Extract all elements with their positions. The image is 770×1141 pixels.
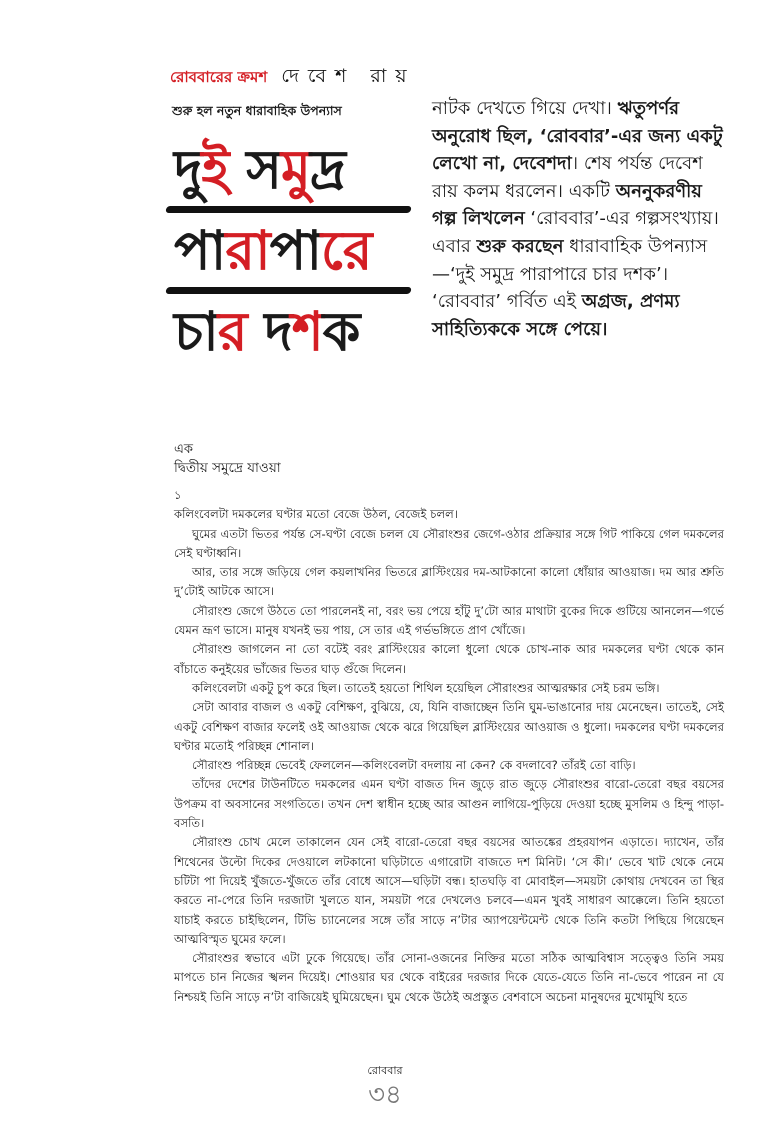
paragraph: সৌরাংশু জাগলেন না তো বটেই বরং ব্লাস্টিংয়ের কালো ধুলো থেকে চোখ-নাক আর দমকলের ঘণ্টা থেকে কান বাঁচাতে কনুইয়ের ভাঁজের ভিতর ঘাড় গুঁজে দিলেন।: [174, 642, 724, 676]
title-fragment: দ: [246, 300, 292, 363]
title-fragment-red: রা: [225, 219, 270, 282]
title-line-2: [174, 221, 404, 281]
column-header: [170, 62, 416, 94]
intro-blurb: [432, 95, 732, 343]
brush-stroke: [165, 287, 411, 294]
title-fragment: দ্র: [309, 138, 345, 201]
paragraph: কলিংবেলটা একটু চুপ করে ছিল। তাতেই হয়তো শিথিল হয়েছিল সৌরাংশুর আত্মরক্ষার সেই চরম ভঙ্গি।: [192, 680, 660, 695]
paragraph: ঘুমের এতটা ভিতর পর্যন্ত সে-ঘণ্টা বেজে চলল যে সৌরাংশুর জেগে-ওঠার প্রক্রিয়ার সঙ্গে গিট পাকিয়ে গেল দমকলের সেই ঘণ্টাধ্বনি।: [174, 526, 724, 560]
paragraph: সৌরাংশুর স্বভাবে এটা ঢুকে গিয়েছে। তাঁর সোনা-ওজনের নিক্তির মতো সঠিক আত্মবিশ্বাস সত্ত্বেও তিনি সময় মাপতে চান নিজের স্খলন দিয়েই। শোওয়ার ঘর থেকে বাইরের দরজার দিকে যেতে-যেতে তিনি না-ভেবে পারেন না যে নিশ্চয়ই তিনি সাড়ে ন’টা বাজিয়েই ঘুমিয়েছেন। ঘুম থেকে উঠেই অপ্রস্তুত বেশবাসে অচেনা মানুষদের মুখোমুখি হতে: [174, 951, 724, 1004]
intro-bold: অননুকরণীয় গল্প লিখলেন: [432, 180, 702, 230]
paragraph: সৌরাংশু জেগে উঠতে তো পারলেনই না, বরং ভয় পেয়ে হাঁটু দু’টো আর মাথাটা বুকের দিকে গুটিয়ে আনলেন—গর্ভে যেমন ভ্রূণ ভাসে। মানুষ যখনই ভয় পায়, সে তার এই গর্ভভঙ্গিতে প্রাণ খোঁজে।: [174, 603, 724, 638]
magazine-name: রোববার: [367, 1064, 403, 1077]
title-line-3: [174, 302, 404, 362]
chapter-title: দ্বিতীয় সমুদ্রে যাওয়া: [174, 460, 281, 476]
paragraph: কলিংবেলটা দমকলের ঘণ্টার মতো বেজে উঠল, বেজেই চলল।: [174, 507, 458, 522]
novel-title: [174, 140, 404, 362]
title-line-1: [174, 140, 404, 200]
chapter-number: এক: [174, 442, 193, 457]
kicker-text: শুরু হল নতুন ধারাবাহিক উপন্যাস: [172, 103, 342, 118]
paragraph: আর, তার সঙ্গে জড়িয়ে গেল কয়লাখনির ভিতরে ব্লাস্টিংয়ের দম-আটকানো কালো ধোঁয়ার আওয়াজ। দম আর শ্রুতি দু’টোই আটকে আসে।: [174, 565, 724, 599]
title-fragment-red: ই: [201, 138, 229, 201]
intro-text: । শেষ পর্যন্ত দেবেশ রায় কলম ধরলেন। একটি: [432, 153, 703, 202]
title-fragment: ক: [322, 300, 360, 363]
title-fragment-red: রে: [321, 219, 372, 282]
title-fragment: পা: [269, 219, 322, 282]
paragraph: সৌরাংশু পরিচ্ছন্ন ভেবেই ফেললেন—কলিংবেলটা বদলায় না কেন? কে বদলাবে? তাঁরই তো বাড়ি।: [192, 758, 636, 773]
page-number: ৩৪: [368, 1080, 402, 1110]
intro-text: নাটক দেখতে গিয়ে দেখা।: [432, 98, 618, 119]
title-fragment: পা: [174, 219, 226, 282]
author-name: দেবেশ রায়: [281, 65, 416, 87]
story-body: [174, 486, 724, 1007]
title-fragment: চা: [174, 300, 218, 363]
paragraph: তাঁদের দেশের টাউনটিতে দমকলের এমন ঘণ্টা বাজত দিন জুড়ে রাত জুড়ে সৌরাংশুর বারো-তেরো বছর বয়সের উপক্রম বা অবসানের সংগতিতে। তখন দেশ স্বাধীন হচ্ছে আর আগুন লাগিয়ে-পুড়িয়ে দেওয়া হচ্ছে মুসলিম ও হিন্দু পাড়া-বসতি।: [174, 777, 724, 831]
page-footer: [0, 1062, 770, 1109]
intro-text: ধারাবাহিক উপন্যাস—‘দুই সমুদ্র পারাপারে চার দশক’। ‘রোববার’ গর্বিত এই: [432, 235, 708, 313]
intro-bold: অগ্রজ, প্রণম্য সাহিত্যিককে সঙ্গে পেয়ে।: [432, 291, 680, 340]
intro-text: ‘রোববার’-এর গল্পসংখ্যায়। এবার: [432, 208, 719, 257]
series-label: রোববারের ক্রমশ: [170, 68, 268, 86]
title-fragment-red: র: [217, 300, 247, 363]
title-fragment: স: [228, 138, 281, 201]
intro-bold: ঋতুপর্ণর অনুরোধ ছিল, ‘রোববার’-এর জন্য একটু লেখো না, দেবেশদা: [432, 98, 723, 175]
title-fragment-red: মু: [280, 138, 310, 201]
paragraph: সেটা আবার বাজল ও একটু বেশিক্ষণ, বুঝিয়ে, যে, যিনি বাজাচ্ছেন তিনি ঘুম-ভাঙানোর দায় মেনেছেন। তাতেই, সেই একটু বেশিক্ষণ বাজার ফলেই ওই আওয়াজ থেকে ঝরে গিয়েছিল ব্লাস্টিংয়ের আওয়াজ ও ধুলো। দমকলের ঘণ্টা দমকলের ঘণ্টার মতোই পরিচ্ছন্ন শোনাল।: [174, 700, 724, 753]
brush-stroke: [165, 206, 411, 213]
intro-bold: শুরু করছেন: [476, 235, 564, 257]
title-fragment: দু: [174, 138, 202, 201]
section-number: ১: [174, 488, 182, 502]
title-fragment-red: শ: [291, 300, 323, 363]
chapter-heading: [174, 440, 281, 478]
paragraph: সৌরাংশু চোখ মেলে তাকালেন যেন সেই বারো-তেরো বছর বয়সের আতঙ্কের প্রহরযাপন এড়াতে। দ্যাখেন, তাঁর শিথেনের উল্টো দিকের দেওয়ালে লটকানো ঘড়িটাতে এগারোটা বাজতে দশ মিনিট। ‘সে কী।’ ভেবে খাট থেকে নেমে চটিটা পা দিয়েই খুঁজতে-খুঁজতে তাঁর বোধে আসে—ঘড়িটা বন্ধ। হাতঘড়ি বা মোবাইল—সময়টা কোথায় দেখবেন তা স্থির করতে না-পেরে তিনি দরজাটা খুলতে যান, সময়টা পরে দেখলেও চলবে—এমন খুবই সাধারণ আক্কেলে। তিনি হয়তো যাচাই করতে চাইছিলেন, টিভি চ্যানেলের সঙ্গে তাঁর সাড়ে ন’টার অ্যাপয়েন্টমেন্ট থেকে তিনি কতটা পিছিয়ে গিয়েছেন আত্মবিস্মৃত ঘুমের ফলে।: [174, 835, 724, 946]
